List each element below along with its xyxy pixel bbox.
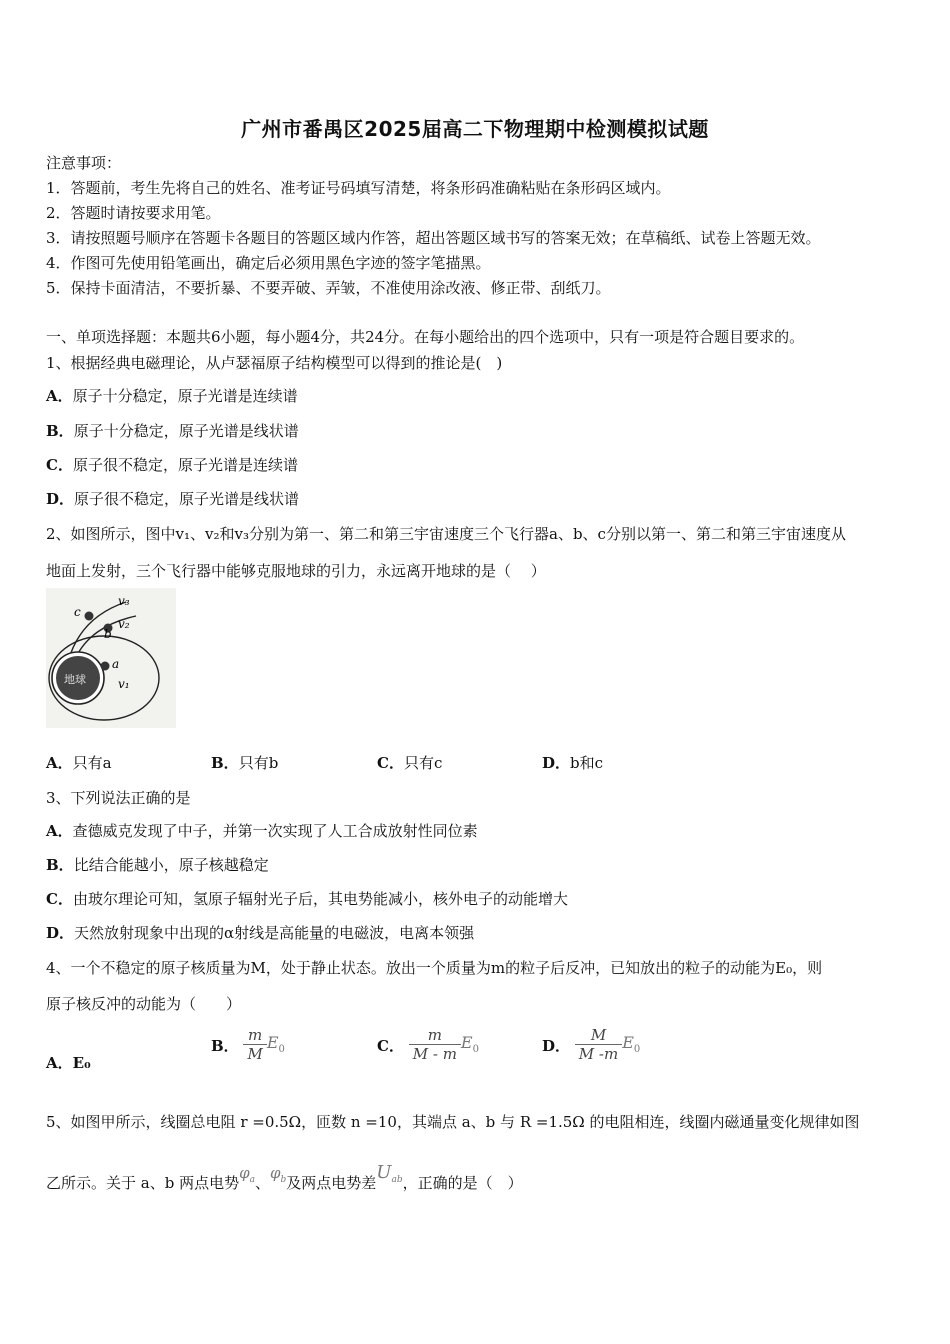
q2-option-b: B．只有b [211, 754, 279, 772]
satellite-a [101, 662, 110, 671]
orbit-figure [46, 588, 176, 728]
question-5-stem-line2: 乙所示。关于 a、b 两点电势$\varphi_a$、$\varphi_b$及两点电势差$U_{ab}$，正确的是（ ） [46, 1162, 523, 1192]
notice-heading: 注意事项： [46, 154, 122, 172]
q2-option-d: D．b和c [542, 754, 604, 772]
satellite-c [85, 612, 94, 621]
q1-option-a: A．原子十分稳定，原子光谱是连续谱 [46, 387, 298, 405]
question-1-stem: 1、根据经典电磁理论，从卢瑟福原子结构模型可以得到的推论是( ) [46, 354, 503, 372]
notice-item: 1．答题前，考生先将自己的姓名、准考证号码填写清楚，将条形码准确粘贴在条形码区域内。 [46, 179, 671, 197]
label-v2: v₂ [118, 617, 130, 631]
question-2-stem-line1: 2、如图所示，图中v₁、v₂和v₃分别为第一、第二和第三宇宙速度三个飞行器a、b、c分别以第一、第二和第三宇宙速度从 [46, 525, 846, 543]
fraction: $\frac{m}{M}$ [243, 1026, 266, 1063]
section-heading: 一、单项选择题：本题共6小题，每小题4分，共24分。在每小题给出的四个选项中，只有一项是符合题目要求的。 [46, 328, 805, 346]
notice-item: 2．答题时请按要求用笔。 [46, 204, 221, 222]
q4-option-b: B． $\frac{m}{M}$ $E_0$ [211, 1026, 285, 1063]
phi-a: $\varphi_a$ [239, 1164, 255, 1185]
u-ab: $U_{ab}$ [376, 1162, 403, 1185]
label-v3: v₃ [118, 594, 130, 608]
page-title: 广州市番禺区2025届高二下物理期中检测模拟试题 [241, 117, 709, 141]
q1-option-d: D．原子很不稳定，原子光谱是线状谱 [46, 490, 300, 508]
q3-option-d: D．天然放射现象中出现的α射线是高能量的电磁波，电离本领强 [46, 924, 475, 942]
question-3-stem: 3、下列说法正确的是 [46, 789, 191, 807]
q4-option-c: C． $\frac{m}{M - m}$ $E_0$ [377, 1026, 479, 1063]
fraction: $\frac{m}{M - m}$ [409, 1026, 461, 1063]
q2-option-c: C．只有c [377, 754, 443, 772]
q4-option-a: A．E₀ [46, 1054, 91, 1072]
q3-option-c: C．由玻尔理论可知，氢原子辐射光子后，其电势能减小，核外电子的动能增大 [46, 890, 568, 908]
label-v1: v₁ [118, 677, 130, 691]
notice-item: 4．作图可先使用铅笔画出，确定后必须用黑色字迹的签字笔描黑。 [46, 254, 491, 272]
q4-option-d: D． $\frac{M}{M -m}$ $E_0$ [542, 1026, 641, 1063]
label-a: a [112, 657, 120, 671]
question-4-stem-line1: 4、一个不稳定的原子核质量为M，处于静止状态。放出一个质量为m的粒子后反冲，已知放出的粒子的动能为E₀，则 [46, 959, 823, 977]
q2-option-a: A．只有a [46, 754, 112, 772]
question-5-stem-line1: 5、如图甲所示，线圈总电阻 r =0.5Ω，匝数 n =10，其端点 a、b 与 R =1.5Ω 的电阻相连，线圈内磁通量变化规律如图 [46, 1113, 860, 1131]
label-b: b [104, 627, 112, 641]
q3-option-a: A．查德威克发现了中子，并第一次实现了人工合成放射性同位素 [46, 822, 478, 840]
notice-item: 5．保持卡面清洁，不要折暴、不要弄破、弄皱，不准使用涂改液、修正带、刮纸刀。 [46, 279, 611, 297]
q1-option-c: C．原子很不稳定，原子光谱是连续谱 [46, 456, 298, 474]
question-2-stem-line2: 地面上发射，三个飞行器中能够克服地球的引力，永远离开地球的是（ ） [46, 562, 546, 580]
label-c: c [74, 605, 81, 619]
q3-option-b: B．比结合能越小，原子核越稳定 [46, 856, 269, 874]
notice-item: 3．请按照题号顺序在答题卡各题目的答题区域内作答，超出答题区域书写的答案无效；在草稿纸、试卷上答题无效。 [46, 229, 821, 247]
earth-label: 地球 [64, 673, 86, 686]
phi-b: $\varphi_b$ [270, 1164, 287, 1185]
question-4-stem-line2: 原子核反冲的动能为（ ） [46, 995, 242, 1013]
fraction: $\frac{M}{M -m}$ [575, 1026, 622, 1063]
q1-option-b: B．原子十分稳定，原子光谱是线状谱 [46, 422, 299, 440]
